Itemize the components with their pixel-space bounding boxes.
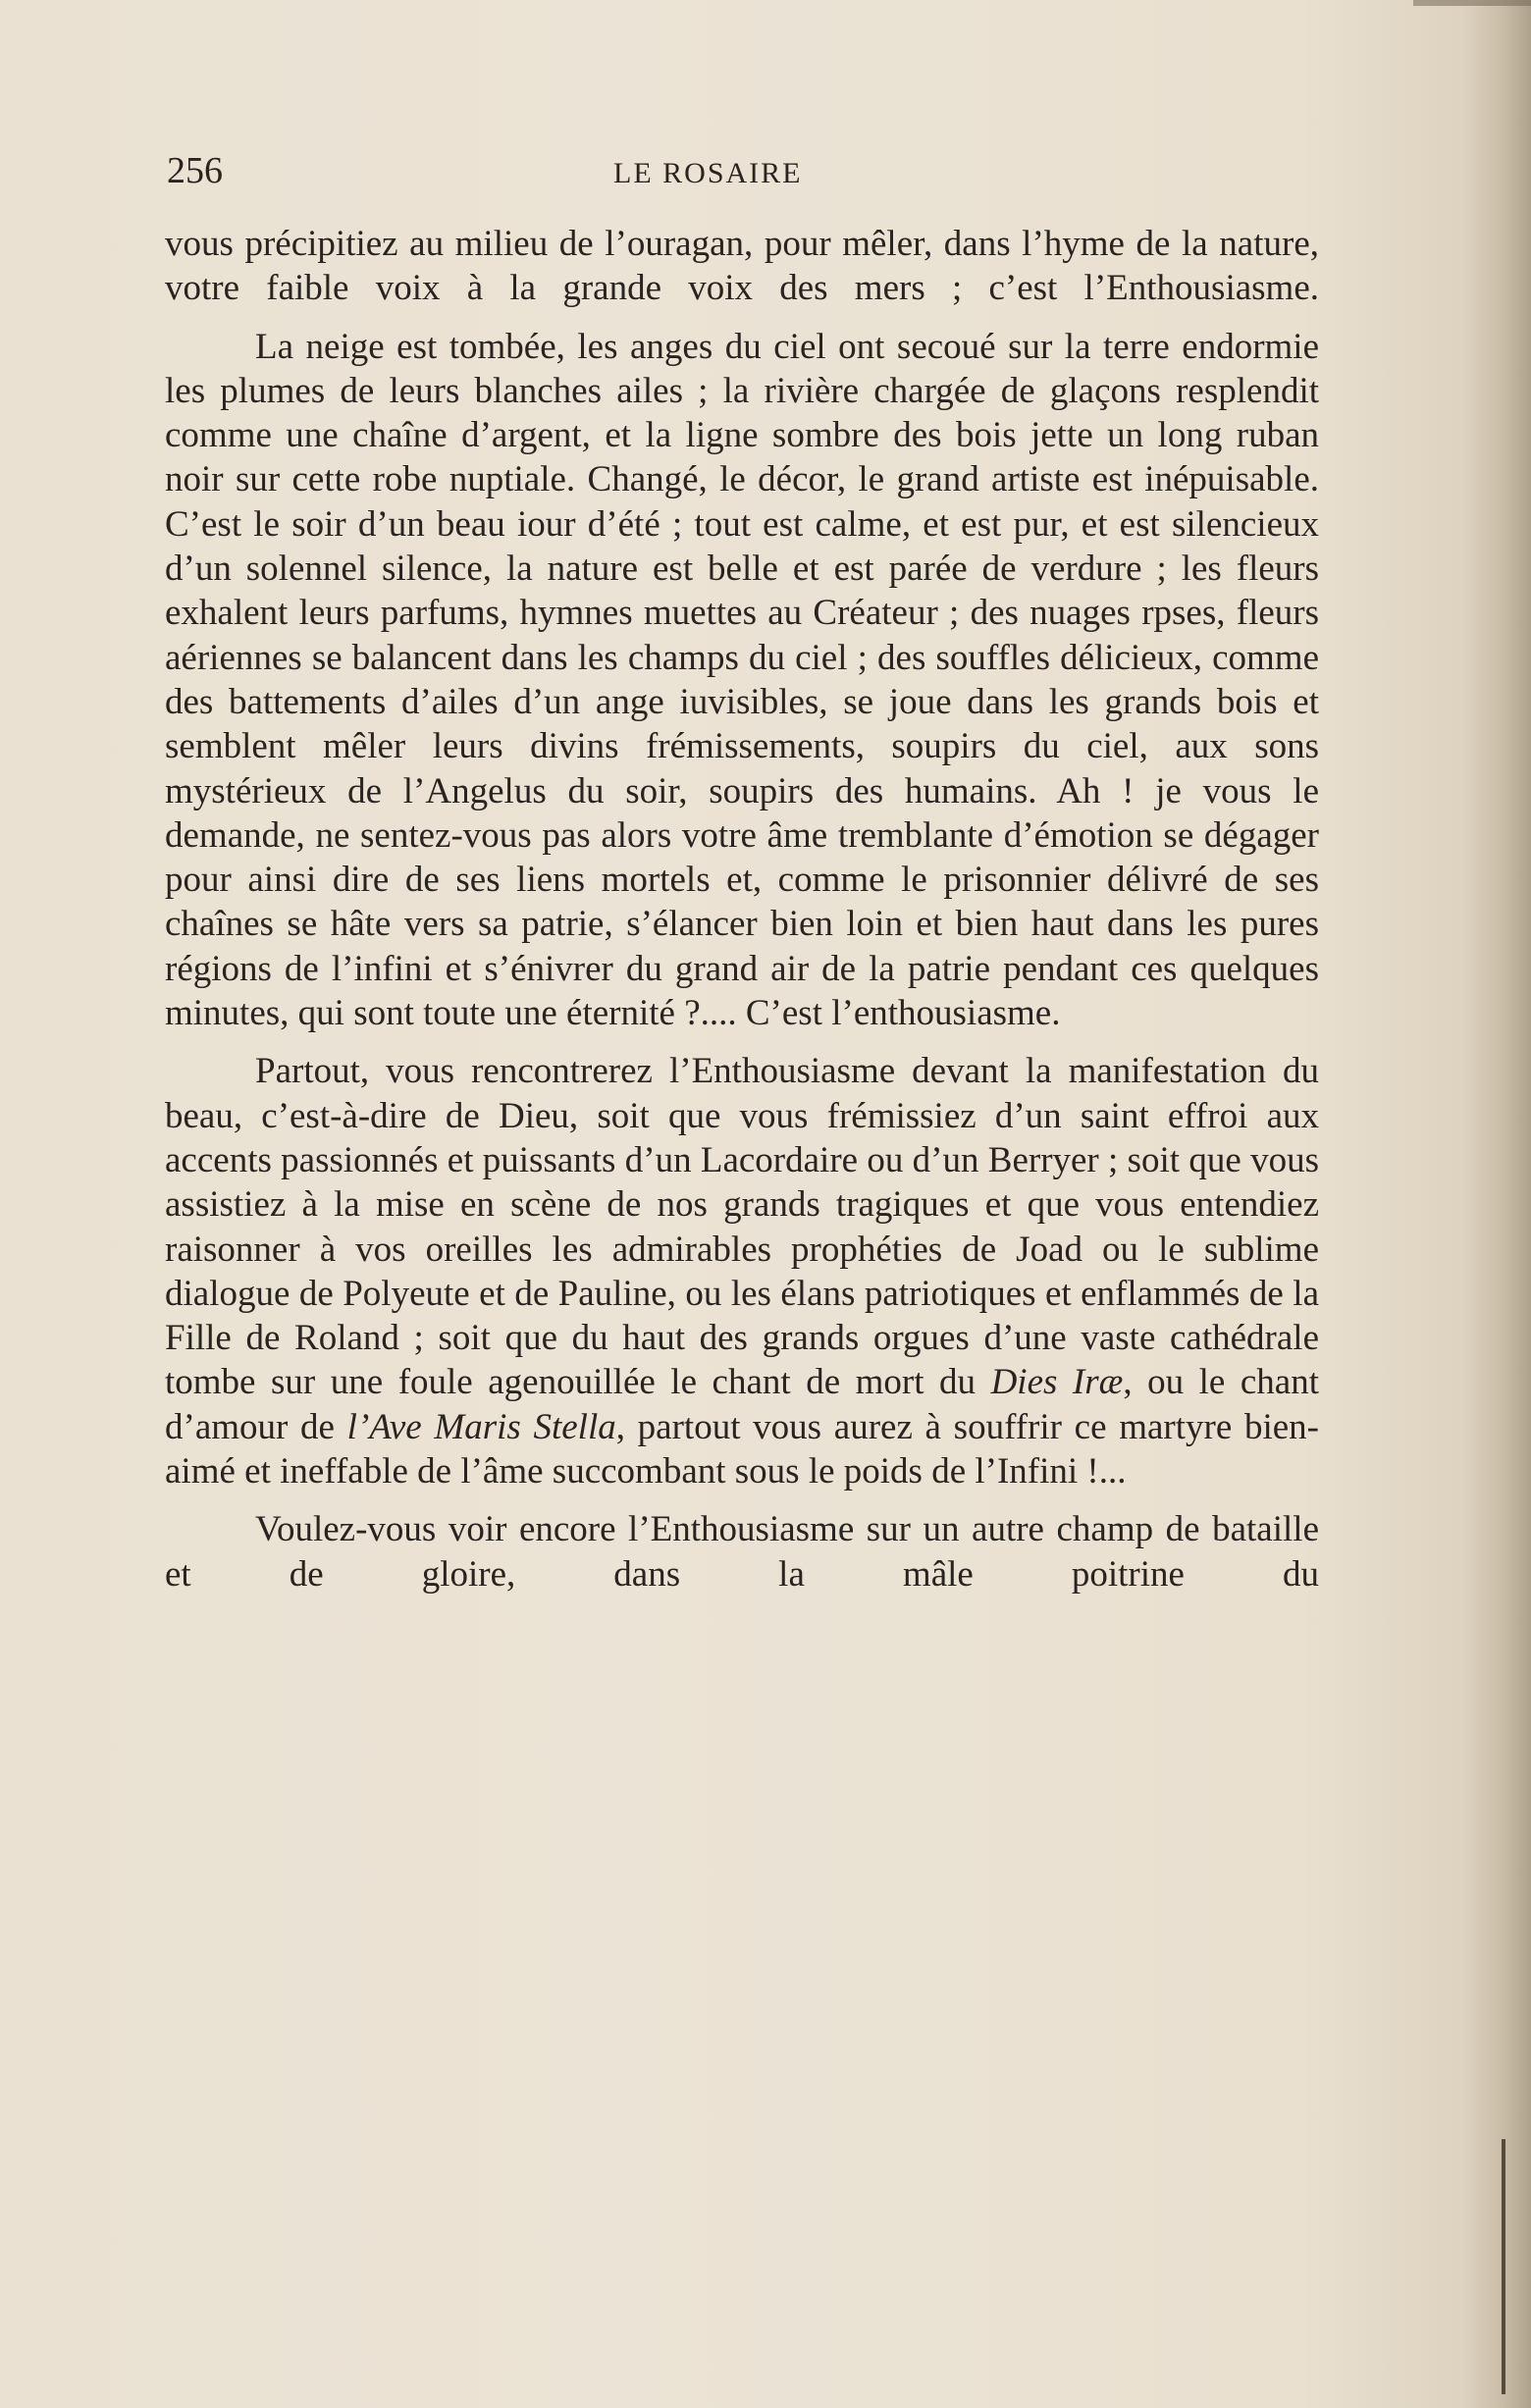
body-text (165, 222, 1319, 1610)
page-edge-shadow (1462, 0, 1531, 2408)
paragraph-2: La neige est tombée, les anges du ciel ont secoué sur la terre endormie les plumes de leurs blanches ailes ; la rivière chargée de glaçons resplendit comme une chaîne d’argent, et la ligne sombre des bois jette un long ruban noir sur cette robe nuptiale. Changé, le décor, le grand artiste est inépuisable. C’est le soir d’un beau iour d’été ; tout est calme, et est pur, et est silencieux d’un solennel silence, la nature est belle et est parée de verdure ; les fleurs exhalent leurs parfums, hymnes muettes au Créateur ; des nuages rpses, fleurs aériennes se balancent dans les champs du ciel ; des souffles délicieux, comme des battements d’ailes d’un ange iuvisibles, se joue dans les grands bois et semblent mêler leurs divins frémissements, soupirs du ciel, aux sons mystérieux de l’Angelus du soir, soupirs des humains. Ah ! je vous le demande, ne sentez-vous pas alors votre âme tremblante d’émotion se dégager pour ainsi dire de ses liens mortels et, comme le prisonnier délivré de ses chaînes se hâte vers sa patrie, s’élancer bien loin et bien haut dans les pures régions de l’infini et s’énivrer du grand air de la patrie pendant ces quelques minutes, qui sont toute une éternité ?.... C’est l’enthousiasme. (165, 326, 1319, 1034)
running-head: LE ROSAIRE (613, 157, 803, 189)
italic-ave-maris-stella: l’Ave Maris Stella (346, 1406, 616, 1447)
page-header (167, 149, 1315, 196)
paragraph-3-text-after: , partout vous aurez à souffrir ce martyre bien-aimé et ineffable de l’âme succombant sous le poids de l’Infini !... (165, 1406, 1319, 1492)
paragraph-1: vous précipitiez au milieu de l’ouragan, pour mêler, dans l’hyme de la nature, votre faible voix à la grande voix des mers ; c’est l’Enthousiasme. (165, 224, 1319, 309)
page-number: 256 (167, 150, 223, 191)
italic-dies-irae: Dies Iræ (990, 1362, 1124, 1403)
paragraph-3-text-middle: , ou le chant d’amour de (165, 1362, 1319, 1447)
page-edge-mark (1413, 0, 1531, 6)
paragraph-3 (165, 1049, 1319, 1493)
paragraph-4: Voulez-vous voir encore l’Enthousiasme sur un autre champ de bataille et de gloire, dans la mâle poitrine du (165, 1509, 1319, 1595)
paragraph-3-text-before: Partout, vous rencontrerez l’Enthousiasme devant la manifestation du beau, c’est-à-dire de Dieu, soit que vous frémissiez d’un saint effroi aux accents passionnés et puissants d’un Lacordaire ou d’un Berryer ; soit que vous assistiez à la mise en scène de nos grands tragiques et que vous entendiez raisonner à vos oreilles les admirables prophéties de Joad ou le sublime dialogue de Polyeute et de Pauline, ou les élans patriotiques et enflammés de la Fille de Roland ; soit que du haut des grands orgues d’une vaste cathédrale tombe sur une foule agenouillée le chant de mort du (165, 1051, 1319, 1403)
page-edge-line (1502, 2139, 1505, 2394)
